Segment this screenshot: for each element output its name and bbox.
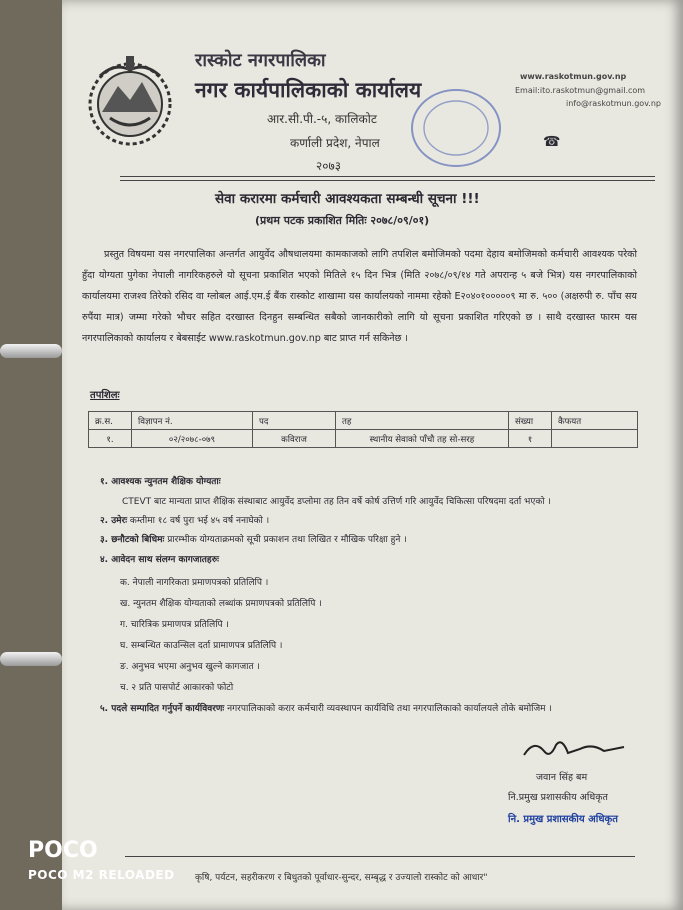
signature-icon [520, 735, 630, 765]
tapashil-label: तपशिलः [90, 390, 120, 401]
table-header-cell: तह [336, 412, 509, 430]
table-cell: १ [509, 430, 552, 448]
list-item: क. नेपाली नागरिकता प्रमाणपत्रको प्रतिलिपि । [120, 578, 269, 588]
table-header-row [89, 412, 638, 430]
table-header-cell: पद [253, 412, 336, 430]
notice-title: सेवा करारमा कर्मचारी आवश्यकता सम्बन्धी सूचना !!! [215, 191, 480, 207]
table-header-cell: कैफयत [552, 412, 638, 430]
list-item: घ. सम्बन्धित काउन्सिल दर्ता प्रामाणपत्र प्रतिलिपि । [120, 641, 283, 651]
section-3-text: प्रारम्भीक योग्यताक्रमको सूची प्रकाशन तथा लिखित र मौखिक परिक्षा हुने । [167, 535, 407, 545]
notice-body: प्रस्तुत विषयमा यस नगरपालिका अन्तर्गत आयुर्वेद औषधालयमा कामकाजको लागि तपशिल बमोजिमको पदमा देहाय बमोजिमको कर्मचारी आवश्यक परेको हुँदा योग्यता पुगेका नेपाली नागरिकहरुले यो सूचना प्रकाशित भएको मितिले १५ दिन भित्र (मिति २०७८/०९/१४ गते अपरान्ह ५ बजे भित्र) यस नगरपालिकाको कार्यालयमा राजश्व तिरेको रसिद वा ग्लोबल आई.एम.ई बैंक रास्कोट शाखामा यस कार्यालयको नाममा रहेको E२०४०१०००००९ मा रु. ५०० (अक्षरुपी रु. पाँच सय रुपैंया मात्र) जम्मा गरेको भौचर सहित दरखास्त दिनहुन सम्बन्धित सबैको जानकारीको लागि यो सूचना प्रकाशित गरिएको छ । साथै दरखास्त फारम यस नगरपालिकाको कार्यालय र बेबसाईट www.raskotmun.gov.np बाट प्राप्त गर्न सकिनेछ । [82, 249, 637, 344]
section-5 [100, 700, 640, 718]
table-header-cell: विज्ञापन नं. [132, 412, 253, 430]
section-5-text: नगरपालिकाको करार कर्मचारी व्यवस्थापन कार्यविधि तथा नगरपालिकाको कार्यालयले तोके बमोजिम । [227, 704, 552, 714]
email-text-1: Email:ito.raskotmun@gmail.com [515, 86, 646, 95]
section-2-text: कम्तीमा १८ वर्ष पुरा भई ४५ वर्ष ननाघेको । [129, 516, 270, 526]
address-line2: कर्णाली प्रदेश, नेपाल [290, 136, 380, 150]
section-1-text: CTEVT बाट मान्यता प्राप्त शैक्षिक संस्थाबाट आयुर्वेद डप्लोमा तह तिन वर्षे कोर्ष उत्तिर्ण गरि आयुर्वेद चिकित्सा परिषदमा दर्ता भएको । [122, 497, 551, 507]
list-item: ख. न्युनतम शैक्षिक योग्यताको लब्धांक प्रमाणपत्रको प्रतिलिपि । [120, 599, 322, 609]
binder-ring-bottom [0, 652, 62, 666]
table-header-cell: संख्या [509, 412, 552, 430]
camera-watermark-model: POCO M2 RELOADED [28, 868, 175, 882]
section-2 [100, 513, 660, 526]
table-cell [552, 430, 638, 448]
header-rule-2 [120, 180, 655, 181]
signatory-name: जवान सिंह बम [536, 772, 588, 783]
table-row [89, 430, 638, 448]
section-4-label: ४. आवेदन साथ संलग्न कागजातहरुः [100, 555, 219, 565]
section-2-label: २. उमेरः [100, 516, 128, 526]
signatory-title: नि.प्रमुख प्रशासकीय अधिकृत [508, 792, 608, 803]
office-name: नगर कार्यपालिकाको कार्यालय [195, 78, 422, 102]
section-3-label: ३. छनौटको बिधिमः [100, 535, 165, 545]
camera-watermark-brand: POCO [28, 838, 98, 863]
table-cell: १. [89, 430, 132, 448]
table-cell: कविराज [253, 430, 336, 448]
table-cell: स्थानीय सेवाको पाँचौ तह सो-सरह [336, 430, 509, 448]
establishment-year: २०७३ [316, 159, 341, 173]
binder-ring-top [0, 344, 62, 358]
office-stamp-icon [408, 86, 504, 170]
website-text: www.raskotmun.gov.np [520, 72, 627, 81]
footer-slogan: कृषि, पर्यटन, सहरीकरण र बिधुतको पूर्वाधार-सुन्दर, सम्बृद्ध र उज्यालो रास्कोट को आधार" [195, 873, 488, 883]
section-1-label: १. आवश्यक न्युनतम शैक्षिक योग्यताः [100, 477, 221, 487]
section-3 [100, 532, 660, 545]
footer-rule [125, 856, 635, 857]
list-item: च. २ प्रति पासपोर्ट आकारको फोटो [120, 683, 234, 693]
official-stamp-text: नि. प्रमुख प्रशासकीय अधिकृत [508, 814, 618, 825]
phone-icon: ☎ [543, 134, 561, 150]
address-line1: आर.सी.पी.-५, कालिकोट [267, 112, 377, 126]
section-5-label: ५. पदले सम्पादित गर्नुपर्ने कार्यविवरणः [100, 704, 225, 714]
municipality-name: रास्कोट नगरपालिका [195, 50, 326, 71]
table-header-cell: क्र.स. [89, 412, 132, 430]
vacancy-table [88, 411, 638, 448]
table-cell: ०२/२०७८-०७९ [132, 430, 253, 448]
notice-subtitle: (प्रथम पटक प्रकाशित मितिः २०७८/०९/०१) [255, 214, 430, 227]
email-text-2: info@raskotmun.gov.np [566, 99, 661, 108]
list-item: ङ. अनुभव भएमा अनुभव खुल्ने कागजात । [120, 662, 260, 672]
header-rule-1 [120, 176, 655, 177]
list-item: ग. चारित्रिक प्रमाणपत्र प्रतिलिपि । [120, 620, 229, 630]
nepal-emblem-icon [80, 52, 180, 150]
